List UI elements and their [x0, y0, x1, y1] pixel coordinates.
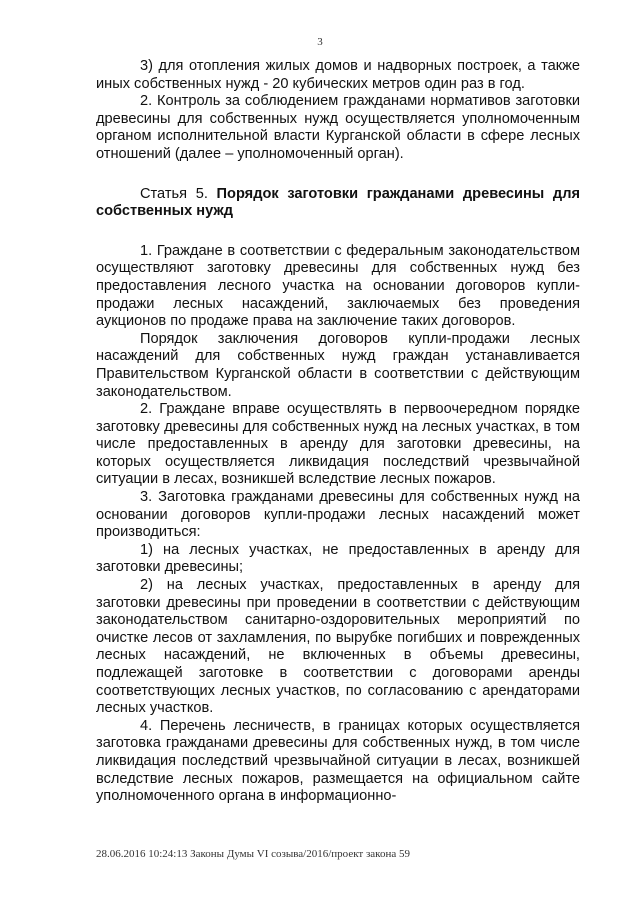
- footer-stamp: 28.06.2016 10:24:13 Законы Думы VI созыва/2016/проект закона 59: [96, 848, 410, 860]
- paragraph: 3) для отопления жилых домов и надворных построек, а также иных собственных нужд - 20 кубических метров один раз в год.: [96, 58, 580, 92]
- article-heading: [96, 186, 580, 221]
- article-title: Порядок заготовки гражданами древесины для собственных нужд: [96, 185, 580, 220]
- paragraph: 3. Заготовка гражданами древесины для собственных нужд на основании договоров купли-продажи лесных насаждений может производиться:: [96, 489, 580, 541]
- paragraph: 2) на лесных участках, предоставленных в аренду для заготовки древесины при проведении в соответствии с действующим законодательством санитарно-оздоровительных мероприятий по очистке лесов от захламления, по вырубке погибших и поврежденных лесных насаждений, не включенных в объемы древесины, подлежащей заготовке в соответствии с договорами аренды соответствующих лесных участков, по согласованию с арендаторами лесных участков.: [96, 577, 580, 717]
- paragraph: 2. Граждане вправе осуществлять в первоочередном порядке заготовку древесины для собственных нужд на лесных участках, в том числе предоставленных в аренду для заготовки древесины, на которых осуществляется ликвидация последствий чрезвычайной ситуации в лесах, возникшей вследствие лесных пожаров.: [96, 401, 580, 488]
- article-label: Статья 5.: [140, 185, 208, 202]
- page-number: 3: [317, 36, 323, 48]
- paragraph: 2. Контроль за соблюдением гражданами нормативов заготовки древесины для собственных нужд осуществляется уполномоченным органом исполнительной власти Курганской области в сфере лесных отношений (далее – уполномоченный орган).: [96, 93, 580, 162]
- paragraph: 4. Перечень лесничеств, в границах которых осуществляется заготовка гражданами древесины для собственных нужд, в том числе ликвидация последствий чрезвычайной ситуации в лесах, возникшей вследствие лесных пожаров, размещается на официальном сайте уполномоченного органа в информационно-: [96, 717, 580, 805]
- paragraph: 1. Граждане в соответствии с федеральным законодательством осуществляют заготовку древесины для собственных нужд без предоставления лесного участка на основании договоров купли-продажи лесных насаждений, заключаемых без проведения аукционов по продаже права на заключение таких договоров.: [96, 242, 580, 330]
- paragraph: Порядок заключения договоров купли-продажи лесных насаждений для собственных нужд граждан устанавливается Правительством Курганской области в соответствии с действующим законодательством.: [96, 330, 580, 400]
- document-body: [96, 58, 580, 806]
- paragraph: 1) на лесных участках, не предоставленных в аренду для заготовки древесины;: [96, 541, 580, 576]
